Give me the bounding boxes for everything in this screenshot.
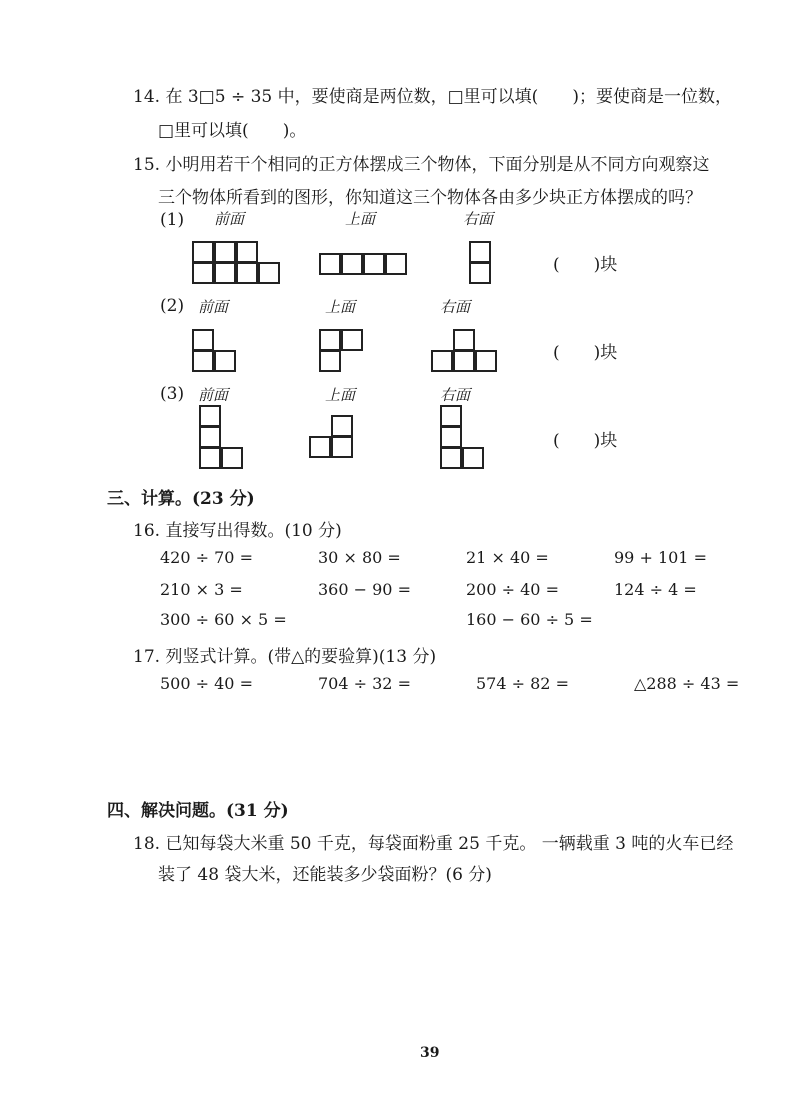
section3-title: 三、计算。(23 分) — [107, 489, 255, 509]
q15-item1-top-view — [320, 254, 408, 275]
q16-r1c3: 21 × 40 = — [466, 548, 549, 567]
q16-r2c2: 360 − 90 = — [318, 580, 411, 599]
q15-item3-front-label: 前面 — [198, 386, 229, 404]
q15-item3-num: (3) — [160, 384, 185, 404]
q15-item3-front-view — [200, 406, 244, 469]
q17-item2: 704 ÷ 32 = — [318, 674, 411, 693]
q18-line1: 18. 已知每袋大米重 50 千克，每袋面粉重 25 千克。 一辆载重 3 吨的火车已经 — [133, 834, 734, 854]
q16-r2c4: 124 ÷ 4 = — [614, 580, 697, 599]
q15-item2-right-view — [432, 330, 498, 372]
q15-line2: 三个物体所看到的图形，你知道这三个物体各由多少块正方体摆成的吗？ — [158, 188, 702, 208]
q15-item1-top-label: 上面 — [345, 210, 376, 228]
q16-r2c1: 210 × 3 = — [160, 580, 243, 599]
q15-item2-top-label: 上面 — [325, 298, 356, 316]
q16-r1c4: 99 + 101 = — [614, 548, 707, 567]
q17-title: 17. 列竖式计算。(带△的要验算)(13 分) — [133, 647, 437, 667]
q15-item3-answer[interactable]: ( )块 — [553, 431, 618, 451]
section4-title: 四、解决问题。(31 分) — [107, 801, 289, 821]
q15-line1: 15. 小明用若干个相同的正方体摆成三个物体，下面分别是从不同方向观察这 — [133, 155, 710, 175]
q15-item2-num: (2) — [160, 296, 185, 316]
q16-r2c3: 200 ÷ 40 = — [466, 580, 559, 599]
q15-item2-top-view — [320, 330, 364, 372]
q15-item2-answer[interactable]: ( )块 — [553, 343, 618, 363]
q15-item3-top-label: 上面 — [325, 386, 356, 404]
q17-item3: 574 ÷ 82 = — [476, 674, 569, 693]
q15-item3-top-view — [310, 416, 354, 458]
q16-r3c1: 300 ÷ 60 × 5 = — [160, 610, 287, 629]
q18-line2: 装了 48 袋大米，还能装多少袋面粉？(6 分) — [158, 865, 492, 885]
q16-title: 16. 直接写出得数。(10 分) — [133, 521, 342, 541]
q15-item1-answer[interactable]: ( )块 — [553, 255, 618, 275]
q16-r3c2: 160 − 60 ÷ 5 = — [466, 610, 593, 629]
q16-r1c1: 420 ÷ 70 = — [160, 548, 253, 567]
q15-item1-num: (1) — [160, 210, 185, 230]
q15-item2-right-label: 右面 — [440, 298, 471, 316]
q15-item1-front-view — [193, 242, 281, 284]
q15-item1-right-label: 右面 — [463, 210, 494, 228]
q15-item3-right-label: 右面 — [440, 386, 471, 404]
q17-item1: 500 ÷ 40 = — [160, 674, 253, 693]
q14-line2: □里可以填( )。 — [158, 121, 307, 141]
q15-item2-front-label: 前面 — [198, 298, 229, 316]
q15-item1-right-view — [470, 242, 492, 284]
q15-item2-front-view — [193, 330, 237, 372]
q16-r1c2: 30 × 80 = — [318, 548, 401, 567]
q15-item1-front-label: 前面 — [214, 210, 245, 228]
page-number: 39 — [420, 1045, 440, 1061]
q14-line1: 14. 在 3□5 ÷ 35 中，要使商是两位数，□里可以填( )；要使商是一位数， — [133, 87, 732, 107]
q17-item4: △288 ÷ 43 = — [634, 674, 740, 693]
q15-item3-right-view — [441, 406, 485, 469]
